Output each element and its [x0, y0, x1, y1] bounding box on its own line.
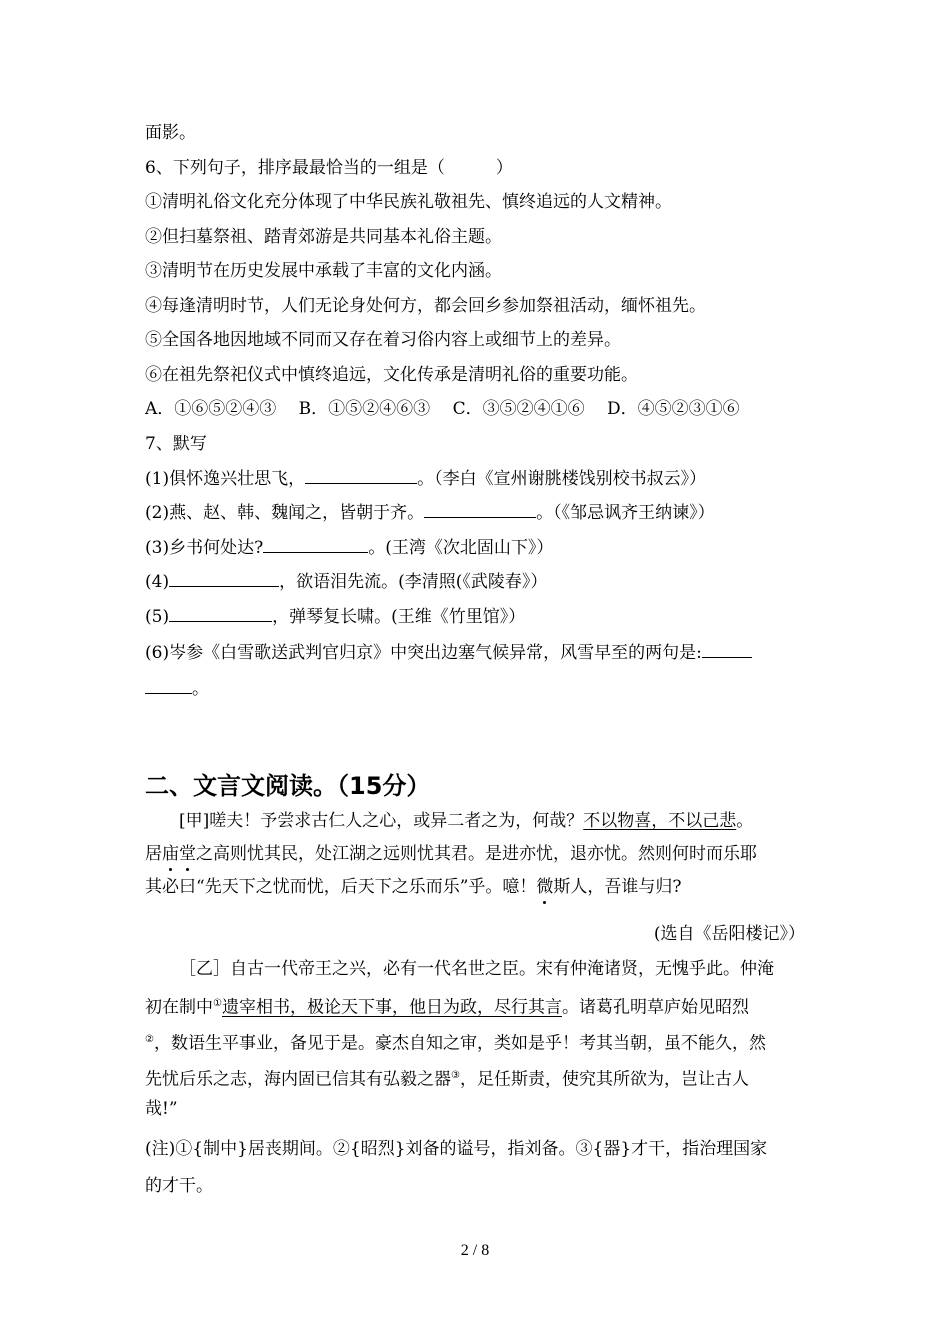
yi-text-2b: 。诸葛孔明草庐始见昭烈 [561, 997, 749, 1018]
q6-options: A．①⑥⑤②④③ B．①⑤②④⑥③ C．③⑤②④①⑥ D．④⑤②③①⑥ [145, 399, 740, 419]
yi-text-4: 先忧后乐之志，海内固已信其有弘毅之器 [145, 1069, 451, 1090]
jia-text-2b: 之高则忧其民，处江湖之远则忧其君。是进亦忧，退亦忧。然则何时而乐耶 [196, 844, 757, 864]
passage-jia [145, 805, 810, 838]
q7-line-2-text: (2)燕、赵、韩、魏闻之，皆朝于齐。 [145, 503, 425, 523]
passage-yi-line-3 [145, 1023, 810, 1061]
q7-line-5-text: ，弹琴复长啸。(王维《竹里馆》） [272, 607, 526, 627]
footnote-mark-2: ② [145, 1034, 154, 1045]
yi-text-4b: ，足任斯责，使究其所欲为，岂让古人 [459, 1069, 749, 1090]
passage-jia-line-2 [145, 838, 810, 871]
jia-text-3a: 其必曰“先天下之忧而忧，后天下之乐而乐”乎。噫！ [145, 877, 537, 897]
passage-yi-line-4 [145, 1059, 810, 1097]
yi-underlined: 遗宰相书，极论天下事，他日为政，尽行其言 [221, 997, 562, 1018]
q6-item-3: ③清明节在历史发展中承载了丰富的文化内涵。 [145, 261, 502, 281]
yi-text-5: 哉!” [145, 1099, 178, 1119]
q7-line-5-prefix: (5) [145, 607, 170, 627]
dotted-char: 堂 [179, 844, 196, 864]
yi-text-3: ，数语生平事业，备见于是。豪杰自知之审，类如是乎！考其当朝，虽不能久，然 [153, 1033, 766, 1054]
dotted-char: 微 [536, 877, 554, 897]
answer-blank[interactable] [424, 500, 536, 518]
jia-underlined: 不以物喜，不以己悲 [583, 811, 737, 831]
jia-text-1-end: 。 [736, 811, 754, 831]
q7-line-4-text: ，欲语泪先流。(李清照(《武陵春》） [279, 572, 548, 592]
q7-line-6 [145, 640, 752, 665]
q6-item-1: ①清明礼俗文化充分体现了中华民族礼敬祖先、慎终追远的人文精神。 [145, 192, 672, 212]
passage-yi-line-2 [145, 987, 810, 1025]
answer-blank[interactable] [169, 604, 272, 622]
q7-line-3-source: 。(王湾《次北固山下》） [368, 538, 554, 558]
q6-item-5: ⑤全国各地因地域不同而又存在着习俗内容上或细节上的差异。 [145, 330, 621, 350]
notes-line-2: 的才干。 [145, 1176, 213, 1196]
q7-line-5 [145, 604, 525, 629]
q7-line-4-prefix: (4) [145, 572, 170, 592]
page-number: 2 / 8 [460, 1242, 490, 1259]
q7-line-6-text: (6)岑参《白雪歌送武判官归京》中突出边塞气候异常，风雪早至的两句是: [145, 643, 702, 663]
footnote-mark-3: ③ [451, 1070, 460, 1081]
q7-line-2-source: 。（《邹忌讽齐王纳谏》） [536, 503, 715, 523]
q7-line-3 [145, 535, 553, 560]
q7-line-4 [145, 569, 547, 594]
dotted-char: 庙 [162, 844, 179, 864]
continued-text: 面影。 [145, 123, 196, 143]
passage-yi [145, 953, 810, 986]
answer-blank[interactable] [169, 569, 279, 587]
q7-line-3-text: (3)乡书何处达? [145, 538, 264, 558]
q7-line-1 [145, 466, 706, 491]
yi-text-1: ［乙］自古一代帝王之兴，必有一代名世之臣。宋有仲淹诸贤，无愧乎此。仲淹 [179, 959, 774, 979]
q6-item-6: ⑥在祖先祭祀仪式中慎终追远，文化传承是清明礼俗的重要功能。 [145, 365, 638, 385]
yi-text-2a: 初在制中 [145, 997, 213, 1018]
answer-blank[interactable] [305, 466, 417, 484]
q7-line-6-cont [145, 676, 209, 701]
jia-text-3b: 斯人，吾谁与归? [553, 877, 682, 897]
footnote-mark-1: ① [213, 998, 222, 1009]
jia-source: (选自《岳阳楼记》） [653, 924, 805, 944]
answer-blank[interactable] [145, 676, 192, 694]
q6-item-2: ②但扫墓祭祖、踏青郊游是共同基本礼俗主题。 [145, 227, 502, 247]
q7-line-1-text: (1)俱怀逸兴壮思飞， [145, 469, 306, 489]
jia-text-1: [甲]嗟夫！予尝求古仁人之心，或异二者之为，何哉？ [179, 811, 584, 831]
q6-item-4: ④每逢清明时节，人们无论身处何方，都会回乡参加祭祖活动，缅怀祖先。 [145, 296, 706, 316]
q7-line-1-source: 。（李白《宣州谢朓楼饯别校书叔云》） [417, 469, 707, 489]
passage-jia-line-3 [145, 871, 810, 904]
passage-yi-line-5 [145, 1093, 810, 1126]
question-7-stem: 7、默写 [145, 434, 207, 454]
notes-line-1: (注)①{制中}居丧期间。②{昭烈}刘备的谥号，指刘备。③{器}才干，指治理国家 [145, 1139, 768, 1159]
q7-line-6-end: 。 [192, 679, 209, 699]
answer-blank[interactable] [702, 640, 752, 658]
section-heading: 二、文言文阅读。（15分） [145, 772, 431, 800]
jia-text-2a: 居 [145, 844, 162, 864]
question-6-stem: 6、下列句子，排序最最恰当的一组是（ ） [145, 158, 513, 178]
answer-blank[interactable] [263, 535, 368, 553]
q7-line-2 [145, 500, 715, 525]
